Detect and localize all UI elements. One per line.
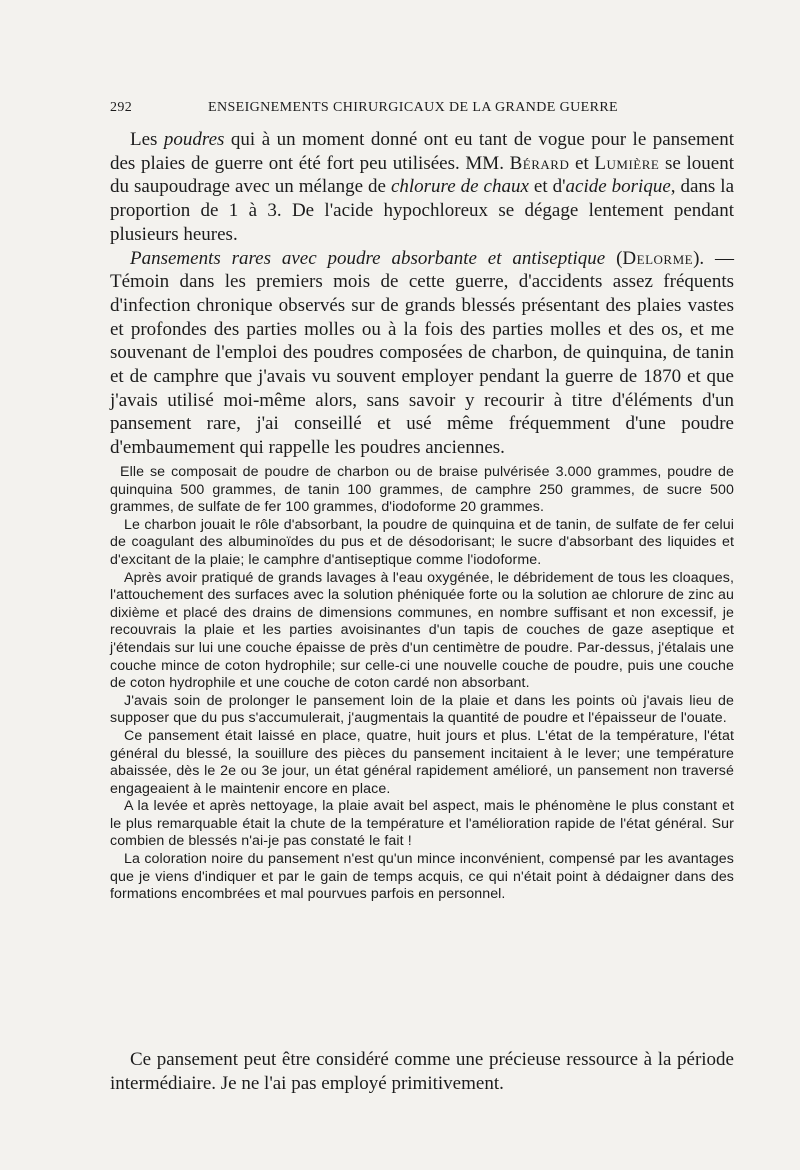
small-print-block [110, 464, 734, 904]
small-paragraph: A la levée et après nettoyage, la plaie avait bel aspect, mais le phénomène le plus constant et le plus remarquable était la chute de la température et l'amélioration rapide de l'état général. Sur combien de blessés n'ai-je pas constaté le fait ! [110, 798, 734, 850]
page-header [110, 100, 730, 124]
small-paragraph: Ce pansement était laissé en place, quatre, huit jours et plus. L'état de la température, l'état général du blessé, la souillure des pièces du pansement incitaient à le lever; une température abaissée, dès le 2e ou 3e jour, un état général rapidement amélioré, un pansement non traversé engageaient à le maintenir encore en place. [110, 727, 734, 797]
page-number: 292 [110, 100, 133, 115]
running-title: ENSEIGNEMENTS CHIRURGICAUX DE LA GRANDE GUERRE [208, 100, 619, 115]
paragraph-poudres: Les poudres qui à un moment donné ont eu tant de vogue pour le pansement des plaies de guerre ont été fort peu utilisées. MM. Bérard et Lumière se louent du saupoudrage avec un mélange de chlorure de chaux et d'acide borique, dans la proportion de 1 à 3. De l'acide hypochloreux se dégage lentement pendant plusieurs heures. [110, 129, 734, 245]
main-text-top [110, 128, 734, 460]
small-paragraph: La coloration noire du pansement n'est qu'un mince inconvénient, compensé par les avantages que je viens d'indiquer et par le gain de temps acquis, ce qui n'était point à dédaigner dans des formations encombrées et mal pourvues parfois en personnel. [110, 851, 734, 903]
main-text-bottom [110, 1048, 734, 1095]
small-paragraph: Le charbon jouait le rôle d'absorbant, la poudre de quinquina et de tanin, de sulfate de fer celui de coagulant des albuminoïdes du pus et de désodorisant; le sucre d'absorbant des liquides et d'excitant de la plaie; le camphre d'antiseptique comme l'iodoforme. [110, 516, 734, 568]
small-paragraph: J'avais soin de prolonger le pansement loin de la plaie et dans les points où j'avais lieu de supposer que du pus s'accumulerait, j'augmentais la quantité de poudre et l'épaisseur de l'ouate. [110, 692, 734, 727]
closing-paragraph: Ce pansement peut être considéré comme une précieuse ressource à la période intermédiaire. Je ne l'ai pas employé primitivement. [110, 1049, 734, 1094]
small-paragraph: Elle se composait de poudre de charbon ou de braise pulvérisée 3.000 grammes, poudre de quinquina 500 grammes, de tanin 100 grammes, de camphre 250 grammes, de sucre 500 grammes, de sulfate de fer 100 grammes, d'iodoforme 20 grammes. [110, 464, 734, 516]
paragraph-pansements-rares: Pansements rares avec poudre absorbante et antiseptique (Delorme). — Témoin dans les premiers mois de cette guerre, d'accidents assez fréquents d'infection chronique observés sur de grands blessés présentant des plaies vastes et profondes des parties molles ou à la fois des parties molles et des os, et me souvenant de l'emploi des poudres composées de charbon, de quinquina, de tanin et de camphre que j'avais vu souvent employer pendant la guerre de 1870 et que j'avais utilisé moi-même alors, sans savoir y recourir à titre d'éléments d'un pansement rare, j'ai conseillé et usé même fréquemment d'une poudre d'embaumement qui rappelle les poudres anciennes. [110, 247, 734, 459]
small-paragraph: Après avoir pratiqué de grands lavages à l'eau oxygénée, le débridement de tous les cloaques, l'attouchement des surfaces avec la solution phéniquée forte ou la solution ae chlorure de zinc au dixième et placé des drains de dimensions communes, en nombre suffisant et non excessif, je recouvrais la plaie et les parties avoisinantes d'un tapis de couches de gaze aseptique et j'étendais sur lui une couche épaisse de près d'un centimètre de poudre. Par-dessus, j'étalais une couche mince de coton hydrophile; sur celle-ci une nouvelle couche de poudre, puis une couche de coton hydrophile et une couche de coton cardé non absorbant. [110, 569, 734, 692]
section-heading: Pansements rares avec poudre absorbante et antiseptique [130, 247, 606, 269]
